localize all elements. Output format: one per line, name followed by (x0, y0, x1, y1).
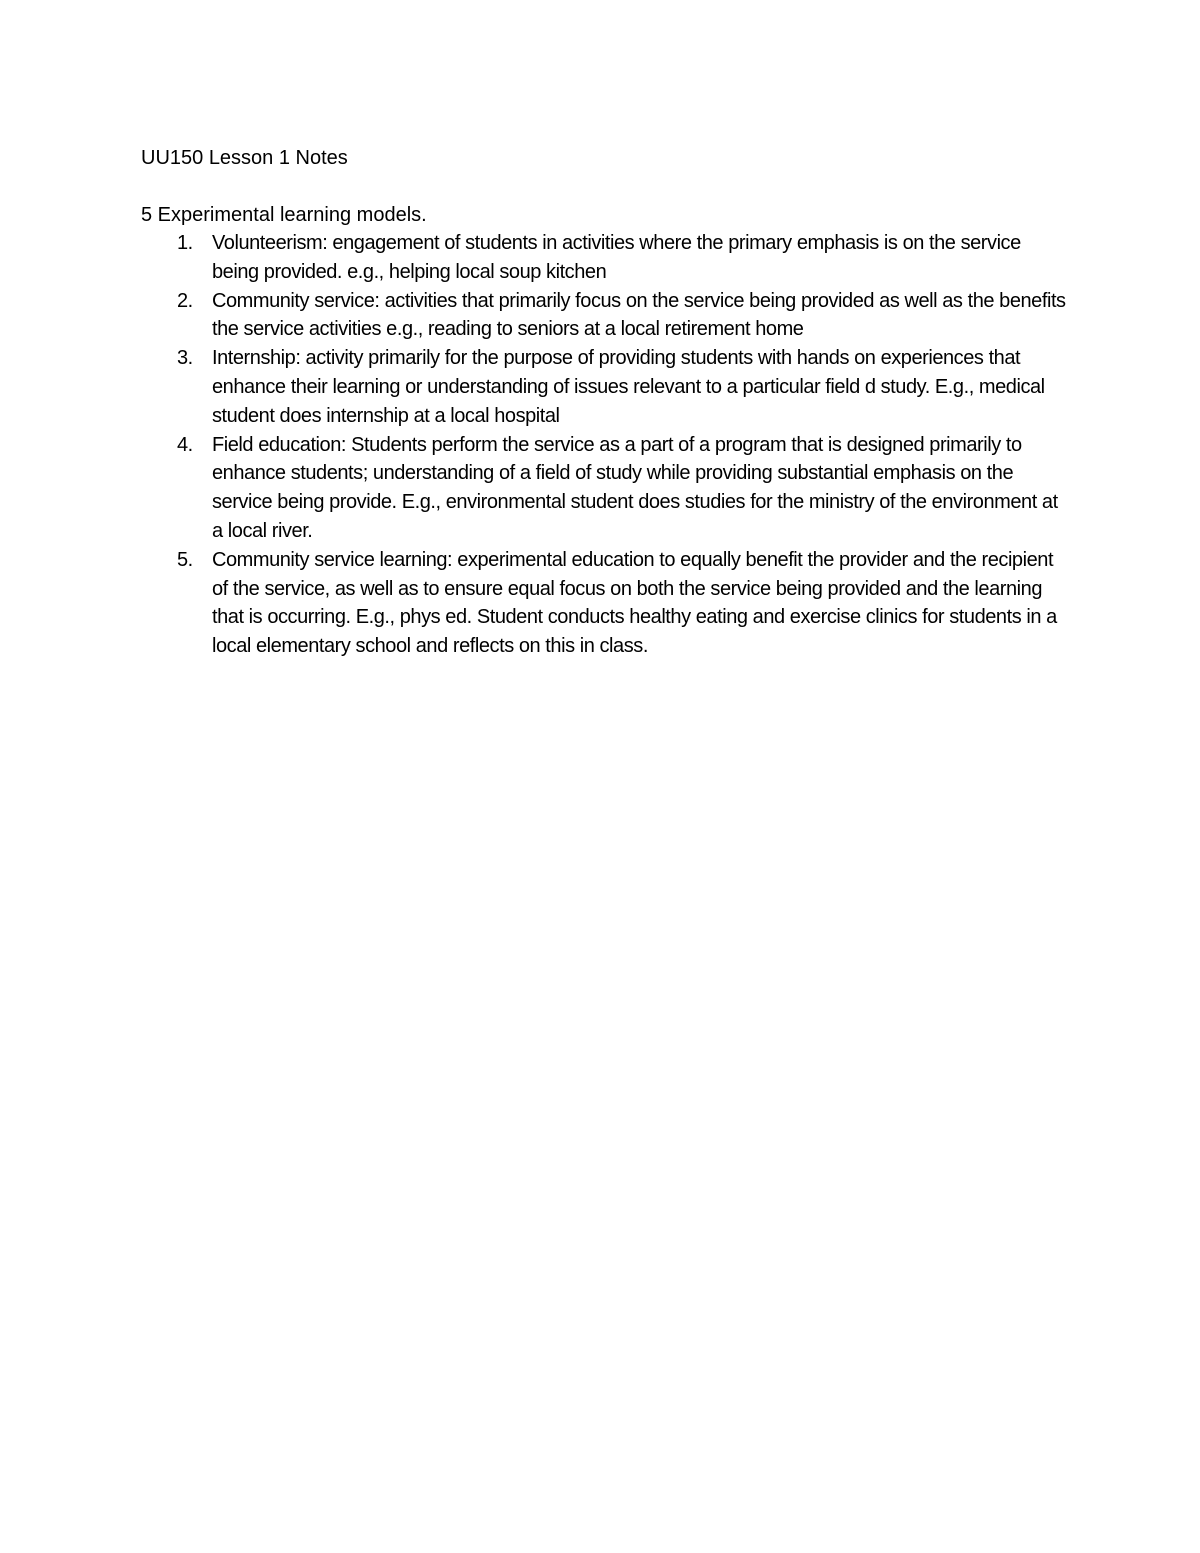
list-item-number: 5. (177, 548, 193, 571)
list-item-number: 2. (177, 289, 193, 312)
list-item-number: 3. (177, 347, 193, 370)
list-item (0, 287, 1072, 345)
list-item-number: 4. (177, 433, 193, 456)
list-item-text: Internship: activity primarily for the purpose of providing students with hands on experiences that enhance their learning or understanding of issues relevant to a particular field d study. E.g., medical student does internship at a local hospital (212, 347, 1045, 427)
list-item (0, 431, 1072, 546)
list-item-text: Volunteerism: engagement of students in activities where the primary emphasis is on the service being provided. e.g., helping local soup kitchen (212, 232, 1021, 283)
list-item-text: Community service learning: experimental education to equally benefit the provider and the recipient of the service, as well as to ensure equal focus on both the service being provided and the learning that is occurring. E.g., phys ed. Student conducts healthy eating and exercise clinics for students in a local elementary school and reflects on this in class. (212, 548, 1057, 658)
list-item (0, 344, 1072, 430)
list-item-text: Community service: activities that primarily focus on the service being provided as well as the benefits the service activities e.g., reading to seniors at a local retirement home (212, 289, 1066, 341)
learning-models-list (0, 229, 1200, 661)
intro-line: 5 Experimental learning models. (141, 204, 427, 226)
list-item-text: Field education: Students perform the service as a part of a program that is designed primarily to enhance students; understanding of a field of study while providing substantial emphasis on the service being provide. E.g., environmental student does studies for the ministry of the environment at a local river. (212, 433, 1058, 542)
list-item (0, 546, 1072, 661)
list-item-number: 1. (177, 232, 193, 254)
list-item (0, 229, 1072, 287)
document-title: UU150 Lesson 1 Notes (141, 147, 348, 169)
